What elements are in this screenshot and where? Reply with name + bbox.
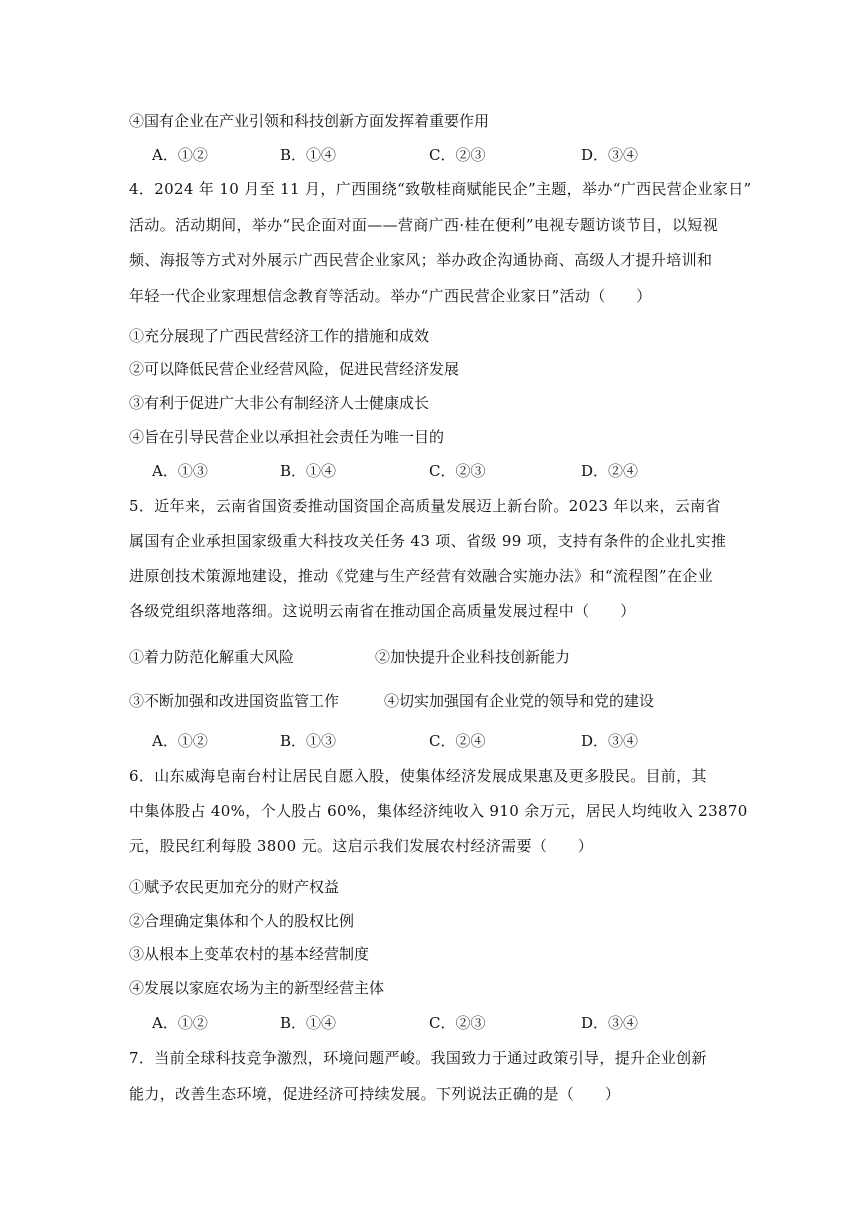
q6-statement-2: ②合理确定集体和个人的股权比例 bbox=[129, 912, 355, 930]
q4-stem-line-3: 频、海报等方式对外展示广西民营企业家风；举办政企沟通协商、高级人才提升培训和 bbox=[129, 251, 713, 269]
q3-option-b: B．①④ bbox=[280, 146, 337, 164]
q4-option-d: D．②④ bbox=[581, 462, 639, 480]
q5-stem-line-3: 进原创技术策源地建设，推动《党建与生产经营有效融合实施办法》和“流程图”在企业 bbox=[129, 567, 713, 585]
q6-option-d: D．③④ bbox=[581, 1014, 639, 1032]
q3-option-d: D．③④ bbox=[581, 146, 639, 164]
q6-option-b: B．①④ bbox=[280, 1014, 337, 1032]
q5-statement-3: ③不断加强和改进国资监管工作 bbox=[129, 692, 340, 710]
q6-stem-line-2: 中集体股占 40%，个人股占 60%，集体经济纯收入 910 余万元，居民人均纯收入 23870 bbox=[129, 802, 748, 820]
q6-stem-line-3: 元，股民红利每股 3800 元。这启示我们发展农村经济需要（ ） bbox=[129, 837, 594, 855]
q4-statement-3: ③有利于促进广大非公有制经济人士健康成长 bbox=[129, 394, 430, 412]
q5-statements-row-1 bbox=[129, 647, 729, 667]
q5-stem-line-1: 5．近年来，云南省国资委推动国资国企高质量发展迈上新台阶。2023 年以来，云南省 bbox=[129, 497, 721, 515]
q4-statement-1: ①充分展现了广西民营经济工作的措施和成效 bbox=[129, 327, 430, 345]
q6-stem-line-1: 6．山东威海皂南台村让居民自愿入股，使集体经济发展成果惠及更多股民。目前，其 bbox=[129, 767, 707, 785]
q5-option-c: C．②④ bbox=[429, 732, 486, 750]
q6-statement-4: ④发展以家庭农场为主的新型经营主体 bbox=[129, 979, 385, 997]
q4-option-a: A．①③ bbox=[152, 462, 208, 480]
q6-statement-3: ③从根本上变革农村的基本经营制度 bbox=[129, 945, 370, 963]
q6-statement-1: ①赋予农民更加充分的财产权益 bbox=[129, 878, 340, 896]
q6-option-c: C．②③ bbox=[429, 1014, 486, 1032]
q3-option-a: A．①② bbox=[152, 146, 208, 164]
q7-stem-line-1: 7．当前全球科技竞争激烈，环境问题严峻。我国致力于通过政策引导，提升企业创新 bbox=[129, 1049, 707, 1067]
q7-stem-line-2: 能力，改善生态环境，促进经济可持续发展。下列说法正确的是（ ） bbox=[129, 1085, 621, 1103]
q4-stem-line-1: 4．2024 年 10 月至 11 月，广西围绕“致敬桂商赋能民企”主题，举办“广西民营企业家日” bbox=[129, 180, 752, 198]
q5-statements-row-2 bbox=[129, 691, 729, 711]
q5-stem-line-4: 各级党组织落地落细。这说明云南省在推动国企高质量发展过程中（ ） bbox=[129, 602, 636, 620]
q4-option-c: C．②③ bbox=[429, 462, 486, 480]
q4-statement-4: ④旨在引导民营企业以承担社会责任为唯一目的 bbox=[129, 428, 445, 446]
q5-option-b: B．①③ bbox=[280, 732, 337, 750]
q5-options bbox=[152, 731, 712, 751]
q4-statement-2: ②可以降低民营企业经营风险，促进民营经济发展 bbox=[129, 360, 460, 378]
q5-option-a: A．①② bbox=[152, 732, 208, 750]
q5-statement-2: ②加快提升企业科技创新能力 bbox=[375, 648, 571, 666]
q3-options bbox=[152, 145, 712, 165]
q4-stem-line-4: 年轻一代企业家理想信念教育等活动。举办“广西民营企业家日”活动（ ） bbox=[129, 287, 652, 305]
q5-statement-1: ①着力防范化解重大风险 bbox=[129, 648, 295, 666]
q3-option-c: C．②③ bbox=[429, 146, 486, 164]
q4-options bbox=[152, 461, 712, 481]
q4-option-b: B．①④ bbox=[280, 462, 337, 480]
q5-statement-4: ④切实加强国有企业党的领导和党的建设 bbox=[384, 692, 655, 710]
q4-stem-line-2: 活动。活动期间，举办“民企面对面——营商广西·桂在便利”电视专题访谈节目，以短视 bbox=[129, 216, 719, 234]
q6-option-a: A．①② bbox=[152, 1014, 208, 1032]
q5-option-d: D．③④ bbox=[581, 732, 639, 750]
q6-options bbox=[152, 1013, 712, 1033]
q3-statement-4: ④国有企业在产业引领和科技创新方面发挥着重要作用 bbox=[129, 112, 490, 130]
q5-stem-line-2: 属国有企业承担国家级重大科技攻关任务 43 项、省级 99 项，支持有条件的企业扎实推 bbox=[129, 532, 727, 550]
